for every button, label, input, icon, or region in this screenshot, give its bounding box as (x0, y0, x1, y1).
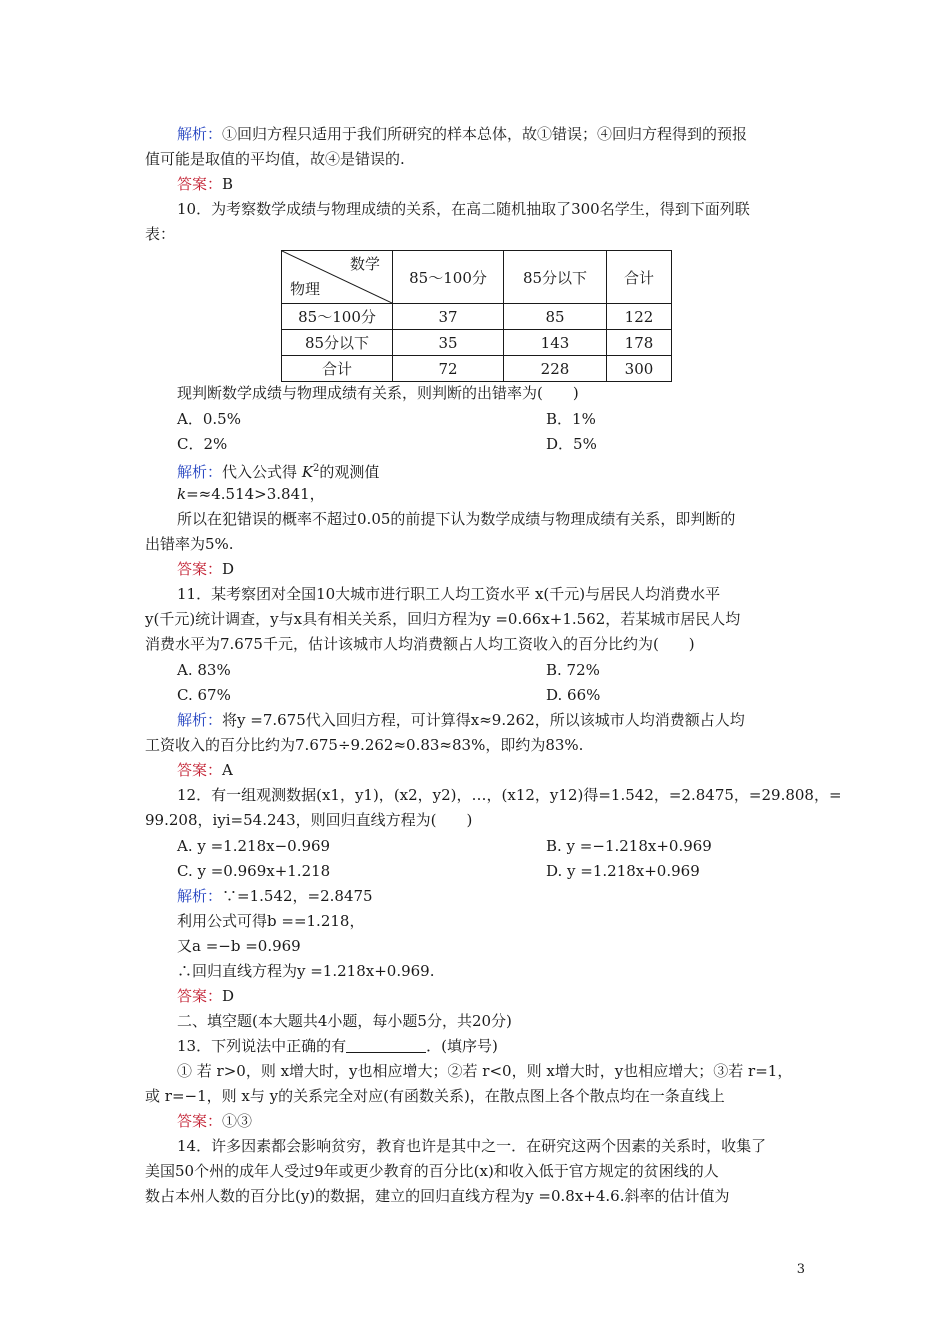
q10-option-b: B．1% (546, 410, 596, 428)
table-cell: 122 (607, 304, 672, 330)
table-row (282, 304, 672, 330)
q11-stem-line-2: y(千元)统计调查，y与x具有相关关系，回归方程为y =0.66x+1.562，若某城市居民人均 (145, 610, 741, 628)
table-cell: 85 (504, 304, 607, 330)
contingency-table (281, 250, 672, 382)
table-corner-cell (282, 251, 393, 304)
q12-option-a: A. y =1.218x−0.969 (177, 837, 331, 855)
q12-option-d: D. y =1.218x+0.969 (546, 862, 700, 880)
q11-stem-line-3: 消费水平为7.675千元，估计该城市人均消费额占人均工资收入的百分比约为( ) (145, 635, 695, 653)
analysis-label: 解析： (177, 711, 223, 729)
q10-analysis-line-4: 出错率为5%. (145, 535, 234, 553)
table-row (282, 356, 672, 382)
corner-bottom-label: 物理 (290, 280, 321, 298)
table-cell: 300 (607, 356, 672, 382)
table-row-label: 85分以下 (282, 330, 393, 356)
table-cell: 143 (504, 330, 607, 356)
q10-answer: 答案：D (177, 560, 235, 578)
q10-stem-line-2: 表： (145, 225, 176, 243)
q10-analysis-line-1: 解析：代入公式得 $K^2$的观测值 (177, 463, 380, 481)
table-col-header: 85～100分 (393, 251, 504, 304)
table-cell: 37 (393, 304, 504, 330)
corner-top-label: 数学 (349, 255, 380, 273)
q11-option-d: D. 66% (546, 686, 601, 704)
answer-label: 答案： (177, 1112, 223, 1130)
table-col-header: 85分以下 (504, 251, 607, 304)
q12-analysis-line-1: 解析：∵=1.542，=2.8475 (177, 887, 373, 905)
q12-option-c: C. y =0.969x+1.218 (177, 862, 331, 880)
table-row-label: 合计 (282, 356, 393, 382)
q10-analysis-line-2: k=≈4.514>3.841， (177, 485, 325, 503)
q12-stem-line-2: 99.208，iyi=54.243，则回归直线方程为( ) (145, 811, 473, 829)
q14-stem-line-2: 美国50个州的成年人受过9年或更少教育的百分比(x)和收入低于官方规定的贫困线的人 (145, 1162, 719, 1180)
q9-answer: 答案：B (177, 175, 234, 193)
q12-analysis-line-3: 又a =−b =0.969 (177, 937, 301, 955)
q13-answer: 答案：①③ (177, 1112, 253, 1130)
answer-label: 答案： (177, 987, 223, 1005)
q11-analysis-line-2: 工资收入的百分比约为7.675÷9.262≈0.83≈83%，即约为83%. (145, 736, 584, 754)
q12-option-b: B. y =−1.218x+0.969 (546, 837, 712, 855)
q13-options-line-1: ① 若 r>0，则 x增大时，y也相应增大；②若 r<0，则 x增大时，y也相应增大；③若 r=1， (177, 1062, 793, 1080)
q10-option-d: D．5% (546, 435, 597, 453)
q10-option-a: A．0.5% (177, 410, 241, 428)
table-cell: 178 (607, 330, 672, 356)
answer-label: 答案： (177, 175, 223, 193)
q11-analysis-line-1: 解析：将y =7.675代入回归方程，可计算得x≈9.262，所以该城市人均消费额占人均 (177, 711, 745, 729)
q11-stem-line-1: 11．某考察团对全国10大城市进行职工人均工资水平 x(千元)与居民人均消费水平 (177, 585, 721, 603)
q9-analysis-line-2: 值可能是取值的平均值，故④是错误的. (145, 150, 405, 168)
q11-option-b: B. 72% (546, 661, 600, 679)
answer-label: 答案： (177, 761, 223, 779)
q11-answer: 答案：A (177, 761, 233, 779)
answer-label: 答案： (177, 560, 223, 578)
table-cell: 35 (393, 330, 504, 356)
analysis-label: 解析： (177, 125, 223, 143)
q13-stem: 13．下列说法中正确的有 ．(填序号) (177, 1037, 498, 1055)
table-row-label: 85～100分 (282, 304, 393, 330)
q14-stem-line-3: 数占本州人数的百分比(y)的数据，建立的回归直线方程为y =0.8x+4.6.斜率的估计值为 (145, 1187, 730, 1205)
table-col-header: 合计 (607, 251, 672, 304)
q9-analysis-line-1: 解析：①回归方程只适用于我们所研究的样本总体，故①错误；④回归方程得到的预报 (177, 125, 748, 143)
q11-option-a: A. 83% (177, 661, 231, 679)
q12-stem-line-1: 12．有一组观测数据(x1，y1)，(x2，y2)，…，(x12，y12)得=1.542，=2.8475，=29.808，= (177, 786, 842, 804)
fill-blank (346, 1038, 426, 1053)
page-number: 3 (796, 1262, 805, 1277)
q10-stem-line-1: 10．为考察数学成绩与物理成绩的关系，在高二随机抽取了300名学生，得到下面列联 (177, 200, 750, 218)
q12-analysis-line-4: ∴回归直线方程为y =1.218x+0.969. (177, 962, 435, 980)
q10-option-c: C．2% (177, 435, 228, 453)
q10-question: 现判断数学成绩与物理成绩有关系，则判断的出错率为( ) (177, 384, 579, 402)
table-header-row (282, 251, 672, 304)
q14-stem-line-1: 14．许多因素都会影响贫穷，教育也许是其中之一．在研究这两个因素的关系时，收集了 (177, 1137, 767, 1155)
table-row (282, 330, 672, 356)
table-cell: 72 (393, 356, 504, 382)
q13-options-line-2: 或 r=−1，则 x与 y的关系完全对应(有函数关系)，在散点图上各个散点均在一条直线上 (145, 1087, 725, 1105)
q12-analysis-line-2: 利用公式可得b ==1.218， (177, 912, 365, 930)
section-title: 二、填空题(本大题共4小题，每小题5分，共20分) (177, 1012, 512, 1030)
table-cell: 228 (504, 356, 607, 382)
q11-option-c: C. 67% (177, 686, 231, 704)
analysis-label: 解析： (177, 463, 223, 481)
q10-analysis-line-3: 所以在犯错误的概率不超过0.05的前提下认为数学成绩与物理成绩有关系，即判断的 (177, 510, 736, 528)
q12-answer: 答案：D (177, 987, 235, 1005)
analysis-label: 解析： (177, 887, 223, 905)
